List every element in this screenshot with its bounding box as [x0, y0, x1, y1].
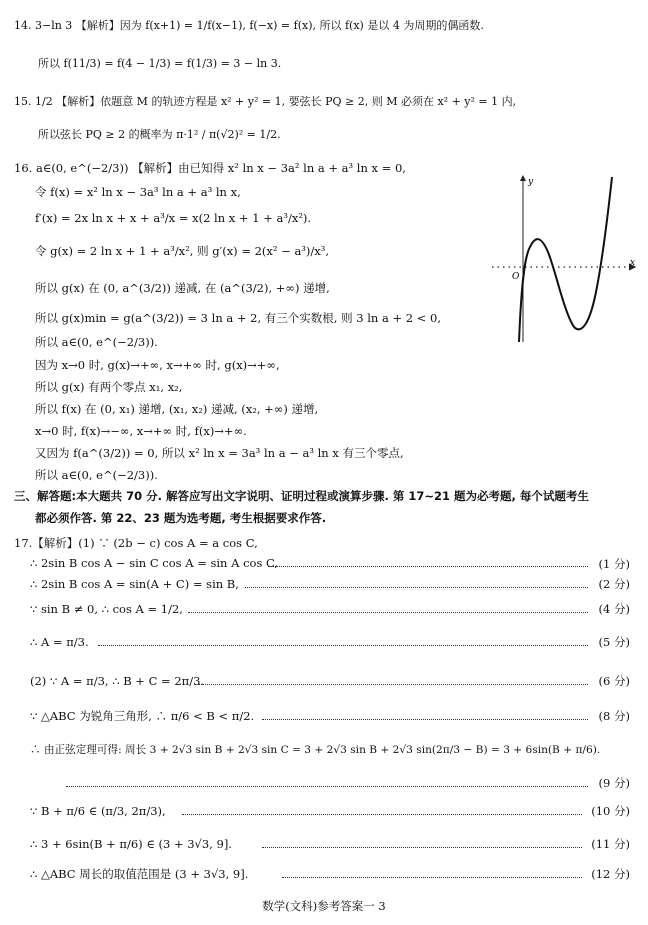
q17-step7-leader [66, 786, 588, 787]
q17-step9-score: (11 分) [591, 837, 630, 851]
q16-line10: 所以 f(x) 在 (0, x₁) 递增, (x₁, x₂) 递减, (x₂, +∞) 递增, [35, 402, 319, 416]
page-footer: 数学(文科)参考答案一 3 [262, 899, 386, 913]
q17-step2-leader [245, 587, 588, 588]
q17-step1-score: (1 分) [598, 557, 630, 571]
q17-step3: ∵ sin B ≠ 0, ∴ cos A = 1/2, [30, 602, 183, 616]
q14-line1: 14. 3−ln 3 【解析】因为 f(x+1) = 1/f(x−1), f(−x) = f(x), 所以 f(x) 是以 4 为周期的偶函数. [14, 19, 484, 32]
q17-step6: ∵ △ABC 为锐角三角形, ∴ π/6 < B < π/2. [30, 709, 255, 723]
q17-step7: ∴ 由正弦定理可得: 周长 3 + 2√3 sin B + 2√3 sin C = 3 + 2√3 sin B + 2√3 sin(2π/3 − B) = 3 + 6sin(B + π/6). [30, 744, 601, 756]
q17-step6-score: (8 分) [598, 709, 630, 723]
q17-step4-score: (5 分) [598, 635, 630, 649]
q16-line13: 所以 a∈(0, e^(−2/3)). [35, 468, 158, 482]
x-axis-label: x [630, 258, 636, 268]
q16-line11: x→0 时, f(x)→−∞, x→+∞ 时, f(x)→+∞. [35, 424, 247, 438]
function-graph [490, 172, 640, 347]
q16-line3: f′(x) = 2x ln x + x + a³/x = x(2 ln x + 1 + a³/x²). [35, 211, 312, 225]
q17-step3-leader [188, 612, 588, 613]
q17-step5-score: (6 分) [598, 674, 630, 688]
q16-line6: 所以 g(x)min = g(a^(3/2)) = 3 ln a + 2, 有三个实数根, 则 3 ln a + 2 < 0, [35, 311, 442, 325]
q14-line2: 所以 f(11/3) = f(4 − 1/3) = f(1/3) = 3 − ln 3. [38, 57, 282, 70]
q17-step3-score: (4 分) [598, 602, 630, 616]
q16-line1: 16. a∈(0, e^(−2/3)) 【解析】由已知得 x² ln x − 3a² ln a + a³ ln x = 0, [14, 161, 406, 175]
q17-step2-score: (2 分) [598, 577, 630, 591]
q17-step7-score: (9 分) [598, 776, 630, 790]
q17-step5-leader [198, 684, 588, 685]
q16-line8: 因为 x→0 时, g(x)→+∞, x→+∞ 时, g(x)→+∞, [35, 358, 280, 372]
function-curve [519, 177, 612, 342]
q17-step8-leader [182, 814, 582, 815]
q16-line7: 所以 a∈(0, e^(−2/3)). [35, 335, 158, 349]
q16-line12: 又因为 f(a^(3/2)) = 0, 所以 x² ln x = 3a³ ln a − a³ ln x 有三个零点, [35, 446, 404, 460]
q15-line1: 15. 1/2 【解析】依题意 M 的轨迹方程是 x² + y² = 1, 要弦长 PQ ≥ 2, 则 M 必须在 x² + y² = 1 内, [14, 95, 517, 108]
q16-line9: 所以 g(x) 有两个零点 x₁, x₂, [35, 380, 183, 394]
q17-step1-leader [268, 566, 588, 567]
q17-step10-score: (12 分) [591, 867, 630, 881]
q15-line2: 所以弦长 PQ ≥ 2 的概率为 π·1² / π(√2)² = 1/2. [38, 128, 281, 141]
q17-step1: ∴ 2sin B cos A − sin C cos A = sin A cos C, [30, 556, 279, 570]
q17-step2: ∴ 2sin B cos A = sin(A + C) = sin B, [30, 577, 239, 591]
q17-head: 17.【解析】(1) ∵ (2b − c) cos A = a cos C, [14, 536, 258, 550]
q16-line2: 令 f(x) = x² ln x − 3a³ ln a + a³ ln x, [35, 185, 241, 199]
section3-line2: 都必须作答. 第 22、23 题为选考题, 考生根据要求作答. [35, 511, 327, 525]
q17-step5: (2) ∵ A = π/3, ∴ B + C = 2π/3. [30, 674, 205, 688]
section3-line1: 三、解答题:本大题共 70 分. 解答应写出文字说明、证明过程或演算步骤. 第 17~21 题为必考题, 每个试题考生 [14, 489, 589, 503]
q17-step9: ∴ 3 + 6sin(B + π/6) ∈ (3 + 3√3, 9]. [30, 837, 232, 851]
q17-step4-leader [98, 645, 588, 646]
y-axis-label: y [528, 177, 534, 187]
q16-line5: 所以 g(x) 在 (0, a^(3/2)) 递减, 在 (a^(3/2), +∞) 递增, [35, 281, 330, 295]
q17-step8-score: (10 分) [591, 804, 630, 818]
q17-step4: ∴ A = π/3. [30, 635, 89, 649]
q17-step6-leader [262, 719, 588, 720]
q17-step9-leader [262, 847, 582, 848]
q17-step10: ∴ △ABC 周长的取值范围是 (3 + 3√3, 9]. [30, 867, 249, 881]
origin-label: O [512, 272, 520, 282]
q16-line4: 令 g(x) = 2 ln x + 1 + a³/x², 则 g′(x) = 2(x² − a³)/x³, [35, 244, 330, 258]
q17-step8: ∵ B + π/6 ∈ (π/3, 2π/3), [30, 804, 166, 818]
q17-step10-leader [282, 877, 582, 878]
